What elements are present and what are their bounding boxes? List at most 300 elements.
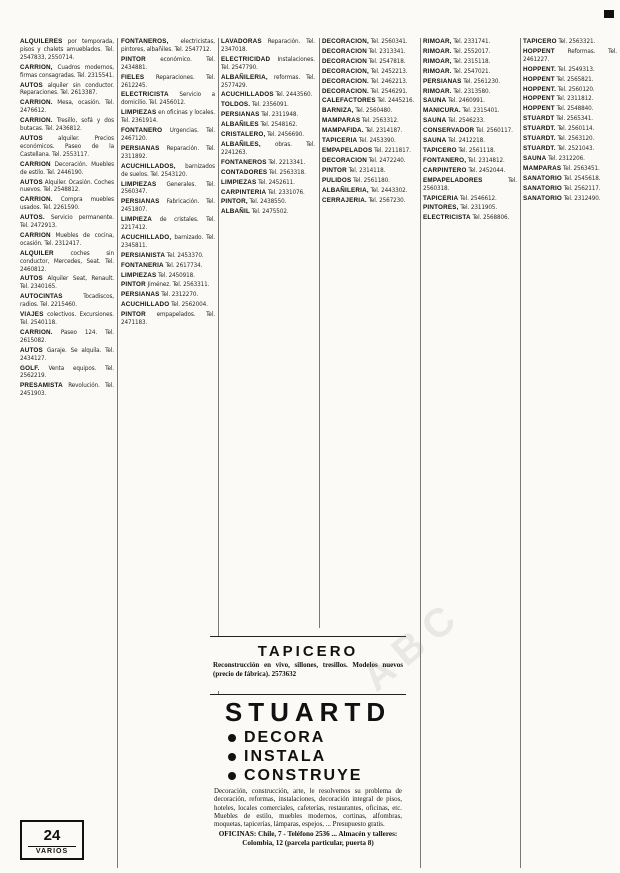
classified-entry bbox=[20, 365, 114, 381]
classified-entry bbox=[20, 382, 114, 398]
entry-text: Tel. 2561118. bbox=[458, 146, 496, 154]
classified-entry bbox=[523, 48, 617, 64]
entry-text: Muebles de cocina, ocasión. Tel. 2312417. bbox=[20, 231, 114, 247]
entry-keyword: PERSIANAS bbox=[121, 144, 160, 152]
classified-entry bbox=[523, 165, 617, 173]
entry-text: Tel. 2565341. bbox=[556, 115, 593, 123]
classified-entry bbox=[121, 91, 215, 107]
entry-keyword: FIELES bbox=[121, 73, 145, 81]
classified-entry bbox=[322, 78, 416, 86]
classified-entry bbox=[121, 181, 215, 197]
entry-text: empapelados. Tel. 2471183. bbox=[121, 311, 215, 327]
entry-keyword: PERSIANAS bbox=[121, 291, 160, 299]
entry-text: Tel. 2568806. bbox=[472, 214, 510, 222]
entry-text: Tel. 2546233. bbox=[448, 117, 485, 125]
stuartd-brand: STUARTD bbox=[224, 697, 392, 727]
classified-entry bbox=[221, 141, 315, 157]
entry-text: Tel. 2452213. bbox=[370, 67, 408, 75]
classified-entry bbox=[523, 86, 617, 94]
classified-entry bbox=[523, 105, 617, 113]
classified-entry bbox=[322, 88, 416, 96]
classified-entry bbox=[20, 311, 114, 327]
column-6 bbox=[523, 38, 617, 868]
page-number: 24 bbox=[43, 827, 61, 844]
entry-keyword: DECORACION bbox=[322, 156, 368, 164]
entry-text: Tel. 2453390. bbox=[358, 137, 396, 145]
bullet-icon bbox=[228, 734, 236, 742]
entry-text: Tel. 2563120. bbox=[557, 135, 595, 143]
entry-keyword: CARRION. bbox=[20, 196, 53, 204]
entry-text: de cristales. Tel. 2217412. bbox=[121, 216, 215, 232]
entry-keyword: CARRION bbox=[20, 160, 51, 168]
entry-keyword: CARPINTERIA bbox=[221, 188, 267, 196]
entry-text: electricistas, pintores, albañiles. Tel. 2547712. bbox=[121, 38, 215, 53]
classified-entry bbox=[221, 91, 315, 99]
entry-keyword: FONTANERIA bbox=[121, 261, 164, 269]
entry-text: Reformas. Tel. 2461227. bbox=[523, 47, 617, 63]
entry-keyword: LIMPIEZAS bbox=[121, 271, 157, 279]
classified-entry bbox=[423, 214, 517, 222]
classified-entry bbox=[20, 275, 114, 291]
classified-entry bbox=[121, 234, 215, 250]
classified-entry bbox=[322, 68, 416, 76]
entry-text: Garaje. Se alquila. Tel. 2434127. bbox=[20, 346, 114, 362]
entry-text: Venta equipos. Tel. 2562219. bbox=[20, 364, 114, 380]
entry-keyword: HOPPENT. bbox=[523, 65, 557, 73]
classified-entry bbox=[423, 177, 517, 193]
entry-text: Tel. 2450918. bbox=[158, 271, 195, 279]
classified-entry bbox=[423, 107, 517, 115]
entry-text: Tel. 2552017. bbox=[453, 47, 491, 55]
entry-text: coches sin conductor, Mercedes, Seat. Tel. 2460812. bbox=[20, 249, 114, 273]
classified-entry bbox=[322, 187, 416, 195]
classified-entry bbox=[20, 82, 114, 98]
classified-entry bbox=[423, 167, 517, 175]
entry-keyword: MAMPARAS bbox=[523, 164, 562, 172]
entry-text: Tel. 2560480. bbox=[355, 107, 393, 115]
entry-text: Tel. 2560318. bbox=[423, 176, 517, 192]
entry-text: Tel. 2452611. bbox=[258, 178, 295, 186]
classified-entry bbox=[322, 117, 416, 125]
classified-entry bbox=[423, 68, 517, 76]
entry-keyword: ALBAÑILES bbox=[221, 121, 259, 129]
entry-keyword: CARRION bbox=[20, 231, 51, 239]
entry-keyword: AUTOS bbox=[20, 275, 43, 283]
entry-keyword: PERSIANISTA bbox=[121, 251, 166, 259]
classified-entry bbox=[423, 147, 517, 155]
classified-entry bbox=[20, 135, 114, 159]
entry-keyword: AUTOS. bbox=[20, 214, 45, 222]
entry-text: alquiler sin conductor. Reparaciones. Tel. 2613387. bbox=[20, 81, 114, 97]
entry-text: Tel. 2563451. bbox=[562, 164, 600, 172]
entry-text: Tel. 2563312. bbox=[361, 117, 399, 125]
entry-keyword: CARRION. bbox=[20, 328, 53, 336]
entry-keyword: ALQUILER bbox=[20, 249, 54, 257]
entry-text: Tel. 2560341. bbox=[370, 38, 408, 45]
entry-text: Mesa, ocasión. Tel. 2476612. bbox=[20, 99, 114, 115]
classified-entry bbox=[221, 121, 315, 129]
entry-keyword: SAUNA bbox=[423, 137, 447, 145]
entry-keyword: SANATORIO bbox=[523, 194, 562, 202]
entry-keyword: SAUNA bbox=[423, 117, 447, 125]
entry-keyword: HOPPENT. bbox=[523, 85, 557, 93]
entry-keyword: TAPICERIA bbox=[423, 194, 459, 202]
section-label: VARIOS bbox=[28, 846, 76, 855]
entry-text: colectivos. Excursiones. Tel. 2540118. bbox=[20, 311, 114, 326]
entry-text: Tel. 2456690. bbox=[267, 131, 304, 139]
classified-entry bbox=[121, 38, 215, 54]
stuartd-service-decora: DECORA bbox=[228, 728, 406, 747]
entry-text: Tel. 2462213. bbox=[370, 77, 408, 85]
entry-keyword: FONTANEROS, bbox=[121, 38, 169, 45]
entry-keyword: SAUNA bbox=[423, 97, 447, 105]
entry-text: reformas. Tel. 2577429. bbox=[221, 73, 315, 89]
classified-entry bbox=[423, 97, 517, 105]
classified-entry bbox=[221, 169, 315, 177]
entry-keyword: HOPPENT bbox=[523, 75, 555, 83]
entry-keyword: ACUCHILLADO, bbox=[121, 233, 172, 241]
entry-text: Tel. 2617734. bbox=[165, 261, 203, 269]
entry-keyword: DECORACION. bbox=[322, 87, 369, 95]
classified-entry bbox=[423, 117, 517, 125]
entry-keyword: RIMOAR, bbox=[423, 57, 452, 65]
column-3 bbox=[221, 38, 315, 628]
entry-keyword: RIMOAR. bbox=[423, 87, 452, 95]
column-1 bbox=[20, 38, 114, 868]
classified-entry bbox=[423, 157, 517, 165]
column-rule bbox=[319, 38, 320, 628]
classified-entry bbox=[221, 198, 315, 206]
classified-entry bbox=[121, 56, 215, 72]
entry-text: Alquiler. Ocasión. Coches nuevos. Tel. 2548812. bbox=[20, 178, 114, 194]
entry-keyword: DECORACION bbox=[322, 47, 368, 55]
entry-keyword: CRISTALERO, bbox=[221, 131, 266, 139]
entry-keyword: RIMOAR. bbox=[423, 47, 452, 55]
classified-entry bbox=[322, 48, 416, 56]
entry-keyword: PINTOR bbox=[121, 55, 146, 63]
classified-entry bbox=[20, 329, 114, 345]
entry-text: Alquiler Seat, Renault. Tel. 2340165. bbox=[20, 275, 114, 291]
classified-entry bbox=[20, 232, 114, 248]
entry-keyword: AUTOS bbox=[20, 81, 43, 89]
classified-entry bbox=[523, 175, 617, 183]
entry-keyword: TAPICERO bbox=[423, 146, 457, 154]
entry-keyword: PINTOR, bbox=[221, 198, 248, 206]
entry-text: Tel. 2311812. bbox=[556, 95, 594, 103]
entry-keyword: ACUCHILLADO bbox=[121, 301, 170, 309]
entry-keyword: LIMPIEZAS bbox=[221, 178, 257, 186]
classified-entry bbox=[121, 198, 215, 214]
stuartd-service-construye: CONSTRUYE bbox=[228, 766, 406, 785]
classified-entry bbox=[423, 88, 517, 96]
stuartd-ad-body: Decoración, construcción, arte, le resolvemos su problema de decoración, reformas, instalaciones, decoración integral de pisos, hoteles, locales comerciales, cafeterías, restaurantes, oficinas, etc. Muebles de estilo, muebles modernos, cortinas, alfombras, moquetas, tapicerías, lámparas, espejos, ... Presupuesto gratis. bbox=[214, 788, 402, 829]
entry-text: Tocadiscos, radios. Tel. 2215460. bbox=[20, 293, 114, 309]
entry-text: Tel. 2548162. bbox=[260, 121, 298, 129]
entry-keyword: SAUNA bbox=[523, 154, 547, 162]
classified-entry bbox=[121, 272, 215, 280]
entry-text: por temporada, pisos y chalets amueblados. Tel. 2547833, 2550714. bbox=[20, 38, 114, 61]
entry-keyword: ACUCHILLADOS, bbox=[121, 162, 176, 170]
entry-keyword: MANICURA. bbox=[423, 107, 461, 115]
classified-entry bbox=[322, 97, 416, 105]
classified-entry bbox=[121, 145, 215, 161]
entry-keyword: DECORACION bbox=[322, 57, 368, 65]
classified-entry bbox=[20, 347, 114, 363]
classified-entry bbox=[121, 127, 215, 143]
entry-keyword: ACUCHILLADOS bbox=[221, 91, 274, 99]
entry-text: Tel. 2549313. bbox=[557, 65, 595, 73]
entry-keyword: FONTANERO, bbox=[423, 156, 467, 164]
entry-keyword: CARRION, bbox=[20, 63, 53, 71]
entry-text: Tel. 2560114. bbox=[557, 125, 595, 133]
entry-keyword: CARRION. bbox=[20, 99, 53, 107]
classified-entry bbox=[523, 66, 617, 74]
entry-keyword: STUARDT bbox=[523, 115, 555, 123]
entry-keyword: PRESAMISTA bbox=[20, 382, 63, 390]
entry-text: Decoración. Muebles de estilo. Tel. 2446190. bbox=[20, 160, 114, 176]
entry-text: Compra muebles usados. Tel. 2261590. bbox=[20, 196, 114, 212]
entry-keyword: STUARDT. bbox=[523, 135, 556, 143]
classified-entry bbox=[322, 167, 416, 175]
column-rule bbox=[117, 38, 118, 868]
entry-text: barnizado. Tel. 2345811. bbox=[121, 233, 215, 249]
classified-entry bbox=[322, 137, 416, 145]
entry-text: Tel. 2311905. bbox=[460, 204, 498, 212]
entry-keyword: ALBAÑILERIA, bbox=[221, 73, 268, 81]
entry-text: Tel. 2443560. bbox=[275, 91, 313, 99]
entry-keyword: FONTANEROS bbox=[221, 158, 267, 166]
classified-entry bbox=[221, 56, 315, 72]
entry-keyword: LAVADORAS bbox=[221, 38, 262, 45]
classified-entry bbox=[20, 214, 114, 230]
entry-text: Tel. 2443302. bbox=[370, 186, 408, 194]
classified-entry bbox=[121, 252, 215, 260]
bullet-icon bbox=[228, 753, 236, 761]
entry-text: barnizados de suelos. Tel. 2543120. bbox=[121, 162, 215, 178]
entry-keyword: DECORACION, bbox=[322, 67, 369, 75]
classified-entry bbox=[20, 196, 114, 212]
entry-text: Tel. 2546612. bbox=[459, 194, 497, 202]
classified-entry bbox=[121, 216, 215, 232]
tapicero-ad-title: TAPICERO bbox=[257, 643, 359, 660]
classified-entry bbox=[221, 159, 315, 167]
entry-text: Tel. 2547021. bbox=[453, 67, 491, 75]
entry-text: Tel. 2547818. bbox=[368, 57, 406, 65]
entry-text: Tel. 2561180. bbox=[353, 176, 390, 184]
entry-text: Tel. 2315401. bbox=[462, 107, 500, 115]
entry-keyword: ELECTRICISTA bbox=[121, 91, 169, 99]
entry-keyword: ELECTRICIDAD bbox=[221, 55, 271, 63]
entry-text: Tel. 2472240. bbox=[368, 156, 406, 164]
entry-text: Revolución. Tel. 2451903. bbox=[20, 382, 114, 398]
entry-keyword: AUTOCINTAS bbox=[20, 293, 63, 301]
classified-entry bbox=[423, 127, 517, 135]
entry-text: Tel. 2546291. bbox=[370, 87, 408, 95]
classified-entry bbox=[423, 78, 517, 86]
entry-text: Reparación. Tel. 2347018. bbox=[221, 38, 315, 53]
entry-text: Tel. 2313580. bbox=[453, 87, 491, 95]
classified-entry bbox=[523, 155, 617, 163]
entry-text: Tel. 2331741. bbox=[453, 38, 491, 45]
classified-entry bbox=[423, 204, 517, 212]
register-mark bbox=[604, 10, 614, 18]
entry-keyword: ALBAÑIL bbox=[221, 208, 251, 216]
entry-keyword: BARNIZA, bbox=[322, 107, 354, 115]
classified-entry bbox=[121, 74, 215, 90]
entry-keyword: STUARDT. bbox=[523, 125, 556, 133]
entry-text: Tel. 2314187. bbox=[365, 127, 403, 135]
classified-entry bbox=[322, 147, 416, 155]
entry-text: Paseo 124. Tel. 2615082. bbox=[20, 328, 114, 344]
entry-text: Tel. 2563321. bbox=[558, 38, 596, 45]
classified-entry bbox=[322, 58, 416, 66]
entry-text: Tel. 2452044. bbox=[468, 166, 506, 174]
classified-entry bbox=[20, 99, 114, 115]
entry-text: Tel. 2545618. bbox=[563, 174, 601, 182]
entry-keyword: ALBAÑILES, bbox=[221, 140, 261, 148]
entry-text: Tel. 2312206. bbox=[548, 154, 585, 162]
entry-keyword: LIMPIEZA bbox=[121, 216, 152, 224]
entry-keyword: HOPPENT bbox=[523, 95, 555, 103]
entry-text: Tel. 2331076. bbox=[267, 188, 305, 196]
classified-entry bbox=[423, 58, 517, 66]
entry-keyword: DECORACION, bbox=[322, 38, 369, 45]
entry-keyword: SANATORIO bbox=[523, 174, 562, 182]
entry-keyword: LIMPIEZAS bbox=[121, 180, 157, 188]
classified-entry bbox=[121, 281, 215, 289]
entry-text: Cuadros modernos, firmas consagradas. Tel. 2315541. bbox=[20, 63, 114, 79]
classified-entry bbox=[423, 137, 517, 145]
entry-text: Tel. 2356091. bbox=[251, 101, 289, 109]
entry-keyword: RIMOAR. bbox=[423, 67, 452, 75]
entry-keyword: FONTANERO bbox=[121, 127, 163, 135]
entry-text: Servicio permanente. Tel. 2472913. bbox=[20, 214, 114, 230]
classified-entry bbox=[523, 38, 617, 46]
entry-text: Tel. 2548840. bbox=[556, 105, 594, 113]
entry-text: Tel. 2445216. bbox=[377, 97, 415, 105]
entry-text: Tel. 2213341. bbox=[268, 158, 306, 166]
entry-text: Urgencias. Tel. 2467120. bbox=[121, 127, 215, 142]
entry-text: Tel. 2475502. bbox=[251, 208, 289, 216]
tapicero-ad-body: Reconstrucción en vivo, sillones, tresillos. Modelos nuevos (precio de fábrica). 2573632 bbox=[213, 661, 403, 678]
entry-keyword: CERRAJERIA. bbox=[322, 196, 367, 204]
entry-text: Fabricación. Tel. 2451807. bbox=[121, 198, 215, 214]
entry-keyword: CONSERVADOR bbox=[423, 127, 475, 135]
entry-keyword: PINTORES, bbox=[423, 204, 459, 212]
entry-text: Jiménez. Tel. 2563311. bbox=[147, 281, 210, 289]
classified-entry bbox=[20, 161, 114, 177]
classified-entry bbox=[423, 195, 517, 203]
entry-keyword: PERSIANAS bbox=[121, 198, 160, 206]
entry-text: Reparaciones. Tel. 2612245. bbox=[121, 73, 215, 89]
entry-keyword: AUTOS bbox=[20, 134, 43, 142]
classified-entry bbox=[523, 195, 617, 203]
column-rule bbox=[420, 38, 421, 868]
entry-keyword: CARPINTERO bbox=[423, 166, 467, 174]
classified-entry bbox=[221, 101, 315, 109]
entry-text: económico. Tel. 2434881. bbox=[121, 55, 215, 71]
entry-keyword: MAMPAFIDA. bbox=[322, 127, 364, 135]
entry-keyword: PINTOR bbox=[121, 311, 146, 319]
entry-text: obras. Tel. 2241263. bbox=[221, 140, 315, 156]
entry-keyword: PERSIANAS bbox=[221, 111, 260, 119]
classified-entry bbox=[423, 48, 517, 56]
page-number-box bbox=[20, 820, 84, 860]
entry-text: Tel. 2438550. bbox=[249, 198, 287, 206]
entry-keyword: MAMPARAS bbox=[322, 117, 361, 125]
classified-entry bbox=[221, 74, 315, 90]
entry-text: Instalaciones. Tel. 2547790. bbox=[221, 55, 315, 71]
entry-keyword: VIAJES bbox=[20, 311, 44, 319]
entry-keyword: AUTOS bbox=[20, 178, 43, 186]
classified-entry bbox=[322, 177, 416, 185]
column-2 bbox=[121, 38, 215, 868]
classified-entry bbox=[322, 38, 416, 46]
entry-keyword: CALEFACTORES bbox=[322, 97, 376, 105]
classified-entry bbox=[20, 117, 114, 133]
entry-text: Tel. 2412218. bbox=[448, 137, 485, 145]
entry-text: Tel. 2312270. bbox=[161, 291, 199, 299]
stuartd-ad-offices: OFICINAS: Chile, 7 - Teléfono 2536 ... Almacén y talleres: Colombia, 12 (parcela particular, puerta 8) bbox=[218, 830, 398, 847]
entry-keyword: PERSIANAS bbox=[423, 77, 462, 85]
entry-keyword: ALBAÑILERIA, bbox=[322, 186, 369, 194]
classified-entry bbox=[121, 291, 215, 299]
entry-keyword: SANATORIO bbox=[523, 184, 562, 192]
classified-entry bbox=[523, 135, 617, 143]
entry-text: Tel. 2562004. bbox=[171, 301, 208, 309]
entry-text: Tel. 2562117. bbox=[563, 184, 601, 192]
classified-entry bbox=[20, 64, 114, 80]
entry-keyword: PINTOR bbox=[121, 281, 146, 289]
entry-text: Tel. 2313341. bbox=[368, 47, 406, 55]
entry-keyword: STUARDT. bbox=[523, 144, 556, 152]
entry-keyword: GOLF. bbox=[20, 364, 40, 372]
classified-entry bbox=[121, 109, 215, 125]
entry-keyword: CONTADORES bbox=[221, 168, 268, 176]
entry-text: Tel. 2460991. bbox=[448, 97, 485, 105]
classified-entry bbox=[121, 311, 215, 327]
entry-text: Reparación. Tel. 2311892. bbox=[121, 144, 215, 160]
entry-text: Servicio a domicilio. Tel. 2456012. bbox=[121, 91, 215, 107]
entry-keyword: HOPPENT bbox=[523, 47, 555, 55]
entry-text: Tresillo, sofá y dos butacas. Tel. 2436812. bbox=[20, 117, 114, 133]
entry-keyword: HOPPENT bbox=[523, 105, 555, 113]
entry-keyword: PINTOR bbox=[322, 166, 347, 174]
classified-entry bbox=[20, 38, 114, 62]
classified-entry bbox=[20, 179, 114, 195]
entry-text: Tel. 2211817. bbox=[374, 146, 411, 154]
entry-text: Tel. 2312490. bbox=[563, 194, 601, 202]
entry-keyword: TAPICERO bbox=[523, 38, 557, 45]
classified-entry bbox=[322, 157, 416, 165]
entry-text: Tel. 2453370. bbox=[166, 251, 204, 259]
classified-entry bbox=[121, 163, 215, 179]
entry-text: Tel. 2521043. bbox=[557, 144, 595, 152]
classified-entry bbox=[20, 293, 114, 309]
entry-keyword: CARRION. bbox=[20, 117, 53, 125]
entry-keyword: EMPAPELADORES bbox=[423, 176, 483, 184]
classified-entry bbox=[121, 301, 215, 309]
entry-keyword: RIMOAR, bbox=[423, 38, 452, 45]
classified-entry bbox=[523, 185, 617, 193]
classified-entry bbox=[221, 131, 315, 139]
entry-keyword: ELECTRICISTA bbox=[423, 214, 471, 222]
classified-entry bbox=[322, 197, 416, 205]
entry-text: Tel. 2314812. bbox=[467, 156, 505, 164]
classified-entry bbox=[221, 189, 315, 197]
classified-entry bbox=[221, 208, 315, 216]
classified-entry bbox=[523, 76, 617, 84]
